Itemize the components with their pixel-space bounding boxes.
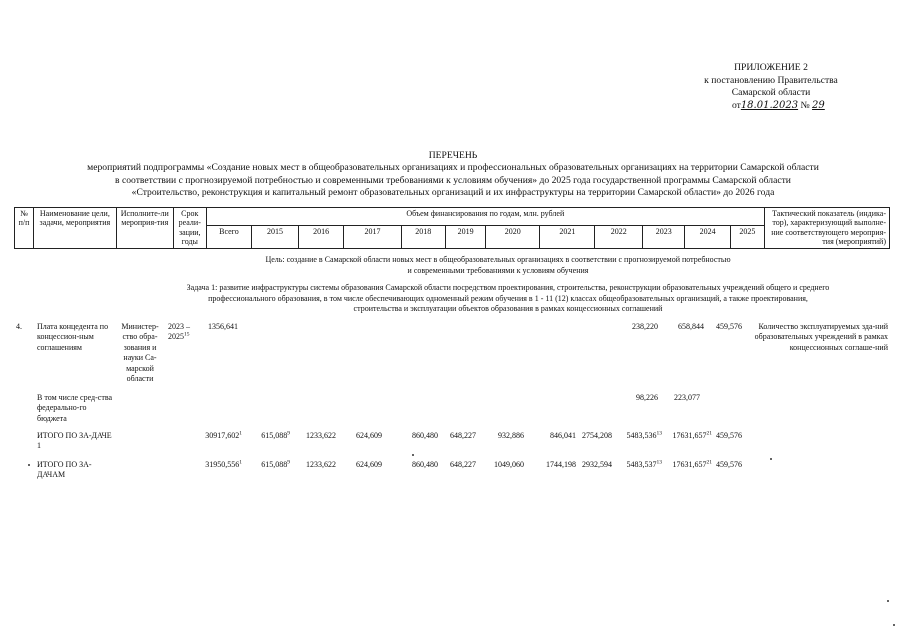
header-no: № п/п bbox=[15, 208, 34, 249]
header-year: 2015 bbox=[252, 225, 299, 248]
row-value-2019: 648,227 bbox=[450, 431, 476, 440]
row-value-2025: 459,576 bbox=[716, 460, 742, 469]
row-value-2023: 98,226 bbox=[636, 393, 658, 402]
row-value-2018: 860,480 bbox=[412, 460, 438, 469]
row-value-2020: 932,886 bbox=[498, 431, 524, 440]
row-value-2019: 648,227 bbox=[450, 460, 476, 469]
row-total: 1356,641 bbox=[208, 322, 238, 331]
row-value-2023: 5483,537$^{13}$ bbox=[626, 459, 662, 469]
row-value-2022: 2754,208 bbox=[582, 431, 612, 440]
header-year: 2025 bbox=[730, 225, 764, 248]
row-value-2025: 459,576 bbox=[716, 322, 742, 331]
row-value-2017: 624,609 bbox=[356, 460, 382, 469]
appendix-title: ПРИЛОЖЕНИЕ 2 bbox=[734, 62, 808, 73]
handwritten-date: 18.01.2023 bbox=[740, 99, 799, 111]
scan-speck bbox=[893, 624, 895, 626]
row-name: Плата концедента по концессион-ным соглашениям bbox=[37, 322, 109, 352]
row-name: В том числе сред-ства федерально-го бюджета bbox=[37, 393, 113, 423]
row-value-2018: 860,480 bbox=[412, 431, 438, 440]
date-prefix: от bbox=[731, 99, 741, 111]
header-year: 2016 bbox=[298, 225, 344, 248]
row-value-2022: 2932,594 bbox=[582, 460, 612, 469]
header-executor: Исполните-ли мероприя-тия bbox=[116, 208, 173, 249]
goal-line-2: и современными требованиями к условиям обучения bbox=[407, 265, 589, 275]
header-name: Наименование цели, задачи, мероприятия bbox=[34, 208, 117, 249]
row-executor: Министер-ство обра-зования и науки Са-марской области bbox=[121, 322, 159, 384]
header-indicator: Тактический показатель (индика-тор), характеризующий выполне-ние соответствующего мероприя-тия (мероприятий) bbox=[764, 208, 889, 249]
row-value-2023: 238,220 bbox=[632, 322, 658, 331]
scan-speck bbox=[770, 458, 772, 460]
heading-line-1: мероприятий подпрограммы «Создание новых мест в общеобразовательных организациях и профессиональных образовательных организациях на территории Самарской области bbox=[87, 162, 819, 174]
heading-line-3: «Строительство, реконструкция и капитальный ремонт образовательных организаций и их инфраструктуры на территории Самарской области» до 2026 года bbox=[131, 187, 775, 199]
appendix-block bbox=[640, 62, 902, 112]
row-value-2024: 17631,657$^{21}$ bbox=[672, 459, 712, 469]
task-line-2: профессионального образования, в том числе обеспечивающих одноменный режим обучения в 1 - 11 (12) классах общеобразовательных организаций, а также проектирования, bbox=[208, 293, 808, 303]
appendix-line-1: к постановлению Правительства bbox=[704, 74, 838, 86]
funding-table-header bbox=[14, 207, 890, 249]
row-term: 2023 – 2025$^{15}$ bbox=[168, 322, 190, 342]
header-funding: Объем финансирования по годам, млн. рублей bbox=[206, 208, 764, 226]
header-term: Срок реали-зации, годы bbox=[173, 208, 206, 249]
row-value-2021: 1744,198 bbox=[546, 460, 576, 469]
row-name: ИТОГО ПО ЗА-ДАЧАМ bbox=[37, 460, 92, 480]
row-value-2020: 1049,060 bbox=[494, 460, 524, 469]
row-value-2016: 1233,622 bbox=[306, 460, 336, 469]
header-total: Всего bbox=[206, 225, 252, 248]
row-value-2023: 5483,536$^{13}$ bbox=[626, 430, 662, 440]
row-value-2017: 624,609 bbox=[356, 431, 382, 440]
row-value-2015: 615,088$^9$ bbox=[261, 430, 290, 440]
row-indicator: Количество эксплуатируемых зда-ний образовательных учреждений в рамках концессионных соглаше-ний bbox=[754, 322, 888, 352]
scan-speck bbox=[28, 464, 30, 466]
document-title: ПЕРЕЧЕНЬ bbox=[428, 150, 478, 161]
row-value-2016: 1233,622 bbox=[306, 431, 336, 440]
row-value-2025: 459,576 bbox=[716, 431, 742, 440]
header-year: 2019 bbox=[446, 225, 486, 248]
row-total: 31950,556$^1$ bbox=[205, 459, 242, 469]
row-value-2024: 658,844 bbox=[678, 322, 704, 331]
scan-speck bbox=[412, 454, 414, 456]
task-line-3: строительства и эксплуатации объектов образования в рамках концессионных соглашений bbox=[353, 304, 663, 314]
appendix-date-line bbox=[640, 100, 902, 113]
row-name: ИТОГО ПО ЗА-ДАЧЕ 1 bbox=[37, 431, 112, 451]
number-prefix: № bbox=[800, 99, 810, 111]
row-value-2015: 615,088$^9$ bbox=[261, 459, 290, 469]
header-year: 2023 bbox=[643, 225, 685, 248]
heading-line-2: в соответствии с прогнозируемой потребностью и современными требованиями к условиям обучения» до 2025 года государственной программы Самарской области bbox=[115, 174, 791, 186]
row-number: 4. bbox=[16, 322, 22, 331]
header-year: 2020 bbox=[486, 225, 540, 248]
row-value-2024: 223,077 bbox=[674, 393, 700, 402]
appendix-line-2: Самарской области bbox=[731, 87, 811, 99]
row-value-2021: 846,041 bbox=[550, 431, 576, 440]
document-heading bbox=[20, 150, 886, 200]
header-year: 2017 bbox=[344, 225, 401, 248]
row-value-2024: 17631,657$^{21}$ bbox=[672, 430, 712, 440]
goal-text bbox=[110, 255, 886, 276]
scan-speck bbox=[887, 600, 889, 602]
header-year: 2022 bbox=[595, 225, 643, 248]
header-year: 2018 bbox=[401, 225, 445, 248]
handwritten-number: 29 bbox=[812, 99, 825, 111]
header-year: 2024 bbox=[685, 225, 731, 248]
task-text bbox=[130, 283, 886, 315]
goal-line-1: Цель: создание в Самарской области новых мест в общеобразовательных организациях в соответствии с прогнозируемой потребностью bbox=[265, 255, 731, 264]
task-line-1: Задача 1: развитие инфраструктуры системы образования Самарской области посредством проектирования, строительства, реконструкции образовательных учреждений общего и среднего bbox=[186, 283, 830, 292]
row-total: 30917,602$^1$ bbox=[205, 430, 242, 440]
header-year: 2021 bbox=[540, 225, 595, 248]
